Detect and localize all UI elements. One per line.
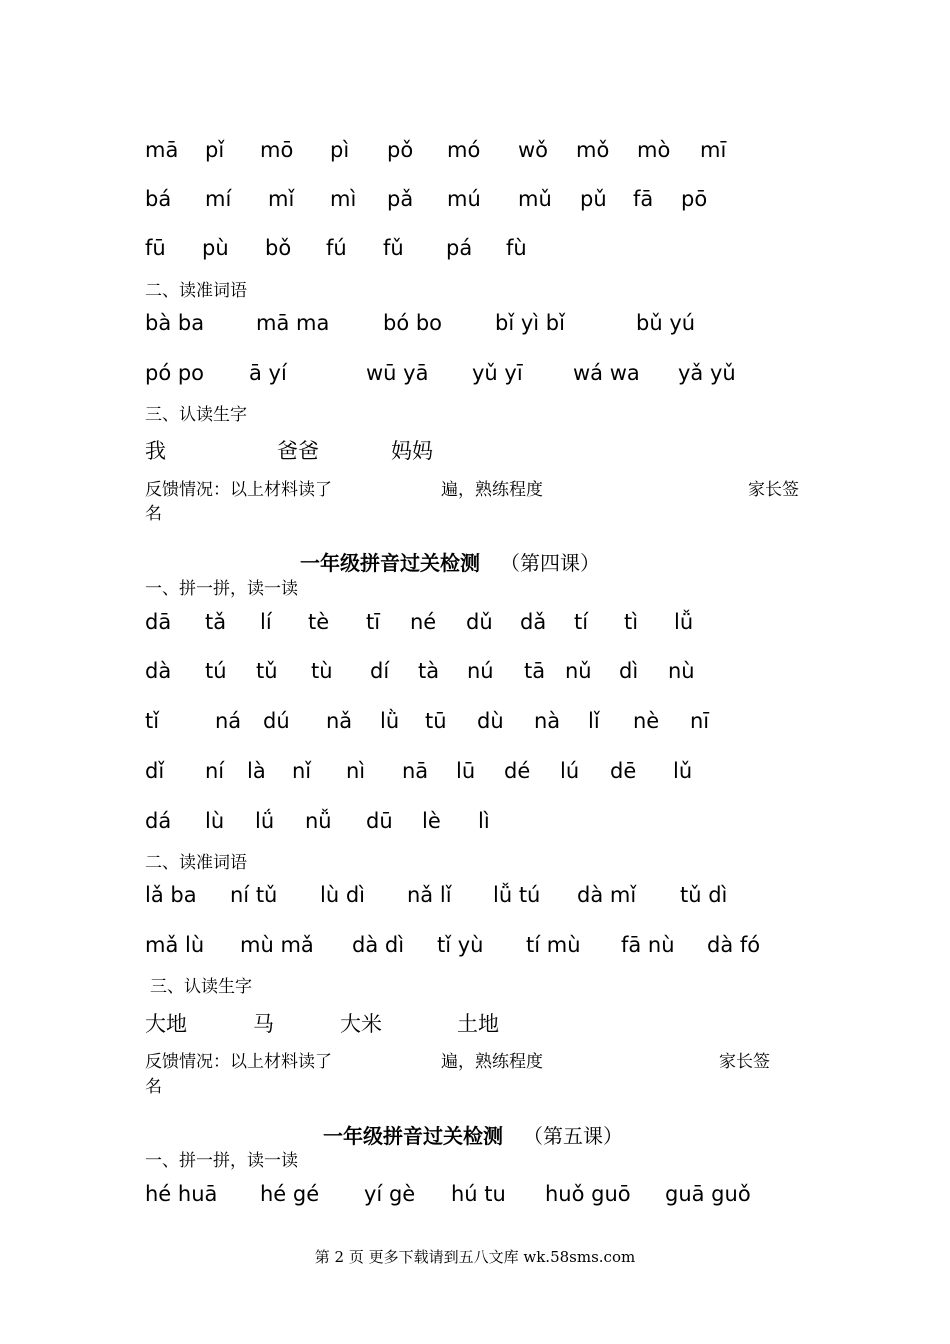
word: bǔ yú	[636, 311, 696, 335]
syllable: dǐ	[145, 759, 165, 783]
syllable: fā	[633, 187, 654, 211]
word: wū yā	[366, 361, 429, 385]
syllable: né	[410, 610, 437, 634]
syllable: pù	[202, 236, 229, 260]
feedback-label: 反馈情况：以上材料读了	[145, 480, 332, 500]
word: dà fó	[707, 933, 761, 957]
syllable: pǎ	[387, 187, 414, 211]
syllable: dà	[145, 659, 172, 683]
syllable: tì	[624, 610, 639, 634]
syllable: tà	[418, 659, 440, 683]
syllable: tǎ	[205, 610, 227, 634]
title-lesson: （第五课）	[523, 1124, 623, 1148]
l4-chars-heading: 三、认读生字	[150, 977, 252, 997]
syllable: nā	[402, 759, 429, 783]
title-lesson: （第四课）	[500, 551, 600, 575]
word: wá wa	[573, 361, 640, 385]
hanzi: 大米	[340, 1012, 382, 1036]
word: hé gé	[260, 1182, 320, 1206]
syllable: lù	[205, 809, 225, 833]
feedback-label: 反馈情况：以上材料读了	[145, 1052, 332, 1072]
syllable: bá	[145, 187, 172, 211]
parent-signature-label-cont: 名	[145, 504, 162, 524]
syllable: là	[247, 759, 266, 783]
syllable: lǘ	[255, 809, 275, 833]
syllable: tù	[311, 659, 333, 683]
syllable: bǒ	[265, 236, 292, 260]
syllable: lí	[260, 610, 272, 634]
syllable: ní	[205, 759, 225, 783]
syllable: nù	[668, 659, 695, 683]
syllable: lǐ	[588, 709, 600, 733]
syllable: pǔ	[580, 187, 607, 211]
l3-chars-heading: 三、认读生字	[145, 405, 247, 425]
word: lǎ ba	[145, 883, 197, 907]
syllable: fú	[326, 236, 347, 260]
word: bó bo	[383, 311, 443, 335]
word: tí mù	[526, 933, 581, 957]
syllable: dǎ	[520, 610, 547, 634]
word: bà ba	[145, 311, 205, 335]
syllable: nè	[633, 709, 660, 733]
word: yǎ yǔ	[678, 361, 736, 385]
word: dà dì	[352, 933, 405, 957]
syllable: lè	[422, 809, 441, 833]
syllable: fū	[145, 236, 166, 260]
title-bold: 一年级拼音过关检测	[300, 551, 480, 575]
syllable: mǒ	[576, 138, 610, 162]
word: ní tǔ	[230, 883, 278, 907]
syllable: mǔ	[518, 187, 552, 211]
hanzi: 妈妈	[391, 439, 433, 463]
l4-read-heading: 一、拼一拼，读一读	[145, 579, 298, 599]
syllable: dù	[477, 709, 504, 733]
syllable: tǐ	[145, 709, 160, 733]
syllable: mì	[330, 187, 357, 211]
l5-read-heading: 一、拼一拼，读一读	[145, 1151, 298, 1171]
syllable: mā	[145, 138, 179, 162]
word: guā guǒ	[665, 1182, 751, 1206]
syllable: fù	[506, 236, 527, 260]
hanzi: 大地	[145, 1012, 187, 1036]
syllable: tí	[574, 610, 589, 634]
parent-signature-label: 家长签	[719, 1052, 770, 1072]
word: hé huā	[145, 1182, 218, 1206]
syllable: pǐ	[205, 138, 225, 162]
syllable: lū	[456, 759, 476, 783]
syllable: dā	[145, 610, 172, 634]
syllable: tā	[524, 659, 546, 683]
page-footer: 第 2 页 更多下载请到五八文库 wk.58sms.com	[314, 1248, 636, 1266]
syllable: nǚ	[305, 809, 332, 833]
syllable: dū	[366, 809, 393, 833]
l3-words-heading: 二、读准词语	[145, 281, 247, 301]
syllable: wǒ	[518, 138, 549, 162]
syllable: pì	[330, 138, 350, 162]
word: fā nù	[621, 933, 675, 957]
word: mǎ lù	[145, 933, 205, 957]
syllable: pá	[446, 236, 473, 260]
syllable: mí	[205, 187, 232, 211]
word: nǎ lǐ	[407, 883, 452, 907]
word: tǔ dì	[680, 883, 728, 907]
syllable: mǐ	[268, 187, 295, 211]
syllable: pǒ	[387, 138, 414, 162]
syllable: nī	[690, 709, 710, 733]
l4-words-heading: 二、读准词语	[145, 853, 247, 873]
syllable: tú	[205, 659, 227, 683]
syllable: lì	[478, 809, 490, 833]
syllable: dé	[504, 759, 531, 783]
word: pó po	[145, 361, 205, 385]
feedback-count-label: 遍，熟练程度	[441, 480, 543, 500]
word: hú tu	[451, 1182, 506, 1206]
word: yǔ yī	[472, 361, 523, 385]
syllable: dì	[619, 659, 639, 683]
word: huǒ guō	[545, 1182, 631, 1206]
syllable: dí	[370, 659, 390, 683]
syllable: pō	[681, 187, 708, 211]
syllable: dú	[263, 709, 290, 733]
hanzi: 我	[145, 439, 166, 463]
syllable: nǔ	[565, 659, 592, 683]
syllable: lǜ	[380, 709, 400, 733]
word: mā ma	[256, 311, 330, 335]
word: yí gè	[364, 1182, 416, 1206]
hanzi: 土地	[457, 1012, 499, 1036]
word: mù mǎ	[240, 933, 314, 957]
title-bold: 一年级拼音过关检测	[323, 1124, 503, 1148]
syllable: nì	[346, 759, 366, 783]
word: ā yí	[249, 361, 287, 385]
syllable: dē	[610, 759, 637, 783]
syllable: tǔ	[256, 659, 278, 683]
hanzi: 马	[253, 1012, 274, 1036]
syllable: tī	[366, 610, 381, 634]
word: lǚ tú	[493, 883, 541, 907]
parent-signature-label-cont: 名	[145, 1077, 162, 1097]
syllable: mò	[637, 138, 671, 162]
syllable: nà	[534, 709, 561, 733]
syllable: mó	[447, 138, 481, 162]
parent-signature-label: 家长签	[748, 480, 799, 500]
syllable: fǔ	[383, 236, 404, 260]
syllable: nǐ	[292, 759, 312, 783]
syllable: lǚ	[674, 610, 694, 634]
syllable: nú	[467, 659, 494, 683]
word: bǐ yì bǐ	[495, 311, 565, 335]
syllable: lú	[560, 759, 580, 783]
syllable: mō	[260, 138, 294, 162]
syllable: mú	[447, 187, 481, 211]
word: lù dì	[320, 883, 365, 907]
word: dà mǐ	[577, 883, 637, 907]
syllable: dǔ	[466, 610, 493, 634]
word: tǐ yù	[437, 933, 484, 957]
syllable: nǎ	[326, 709, 353, 733]
syllable: tè	[308, 610, 330, 634]
syllable: dá	[145, 809, 172, 833]
hanzi: 爸爸	[277, 439, 319, 463]
syllable: lǔ	[673, 759, 693, 783]
syllable: ná	[215, 709, 242, 733]
feedback-count-label: 遍，熟练程度	[441, 1052, 543, 1072]
syllable: tū	[425, 709, 447, 733]
syllable: mī	[700, 138, 727, 162]
